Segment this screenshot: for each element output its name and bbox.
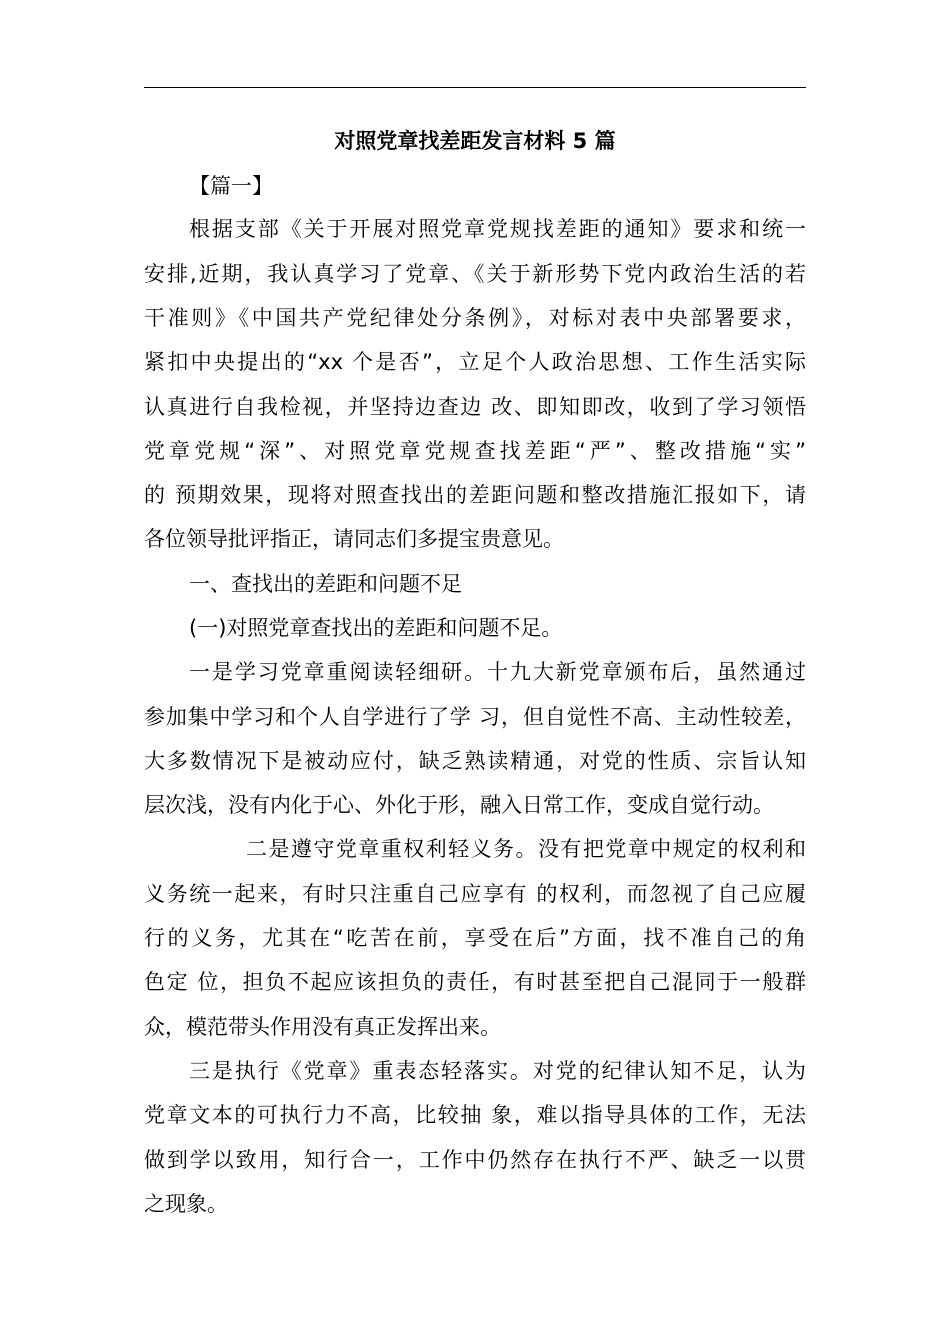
paragraph-line: 党章党规“深”、对照党章党规查找差距“严”、整改措施“实” bbox=[144, 439, 806, 463]
paragraph-line: 二是遵守党章重权利轻义务。没有把党章中规定的权利和 bbox=[246, 837, 806, 861]
paragraph-line: 干准则》《中国共产党纪律处分条例》，对标对表中央部署要求， bbox=[144, 306, 806, 330]
paragraph-line: 紧扣中央提出的“xx 个是否”，立足个人政治思想、工作生活实际 bbox=[144, 350, 806, 374]
paragraph-line: 义务统一起来，有时只注重自己应享有 的权利，而忽视了自己应履 bbox=[144, 882, 806, 906]
document-title: 对照党章找差距发言材料 5 篇 bbox=[334, 129, 616, 153]
section-heading: 一、查找出的差距和问题不足 bbox=[189, 572, 462, 596]
paragraph-line: 做到学以致用，知行合一，工作中仍然存在执行不严、缺乏一以贯 bbox=[144, 1148, 806, 1172]
paragraph-line: 认真进行自我检视，并坚持边查边 改、即知即改，收到了学习领悟 bbox=[144, 395, 806, 419]
paragraph-line: 安排,近期，我认真学习了党章、《关于新形势下党内政治生活的若 bbox=[144, 262, 806, 286]
paragraph-line: 层次浅，没有内化于心、外化于形，融入日常工作，变成自觉行动。 bbox=[144, 793, 774, 817]
paragraph-line: 根据支部《关于开展对照党章党规找差距的通知》要求和统一 bbox=[189, 217, 806, 241]
paragraph-line: 的 预期效果，现将对照查找出的差距问题和整改措施汇报如下，请 bbox=[144, 483, 806, 507]
paragraph-line: 色定 位，担负不起应该担负的责任，有时甚至把自己混同于一般群 bbox=[144, 970, 806, 994]
paragraph-line: 行的义务，尤其在“吃苦在前，享受在后”方面，找不准自己的角 bbox=[144, 926, 806, 950]
header-rule bbox=[144, 87, 806, 88]
paragraph-line: 之现象。 bbox=[144, 1192, 228, 1216]
paragraph-line: 众，模范带头作用没有真正发挥出来。 bbox=[144, 1015, 501, 1039]
paragraph-line: 参加集中学习和个人自学进行了学 习，但自觉性不高、主动性较差， bbox=[144, 705, 806, 729]
paragraph-line: 党章文本的可执行力不高，比较抽 象，难以指导具体的工作，无法 bbox=[144, 1103, 806, 1127]
paragraph-line: 各位领导批评指正，请同志们多提宝贵意见。 bbox=[144, 527, 564, 551]
section-label: 【篇一】 bbox=[189, 174, 273, 198]
paragraph-line: 大多数情况下是被动应付，缺乏熟读精通，对党的性质、宗旨认知 bbox=[144, 749, 806, 773]
paragraph-line: 一是学习党章重阅读轻细研。十九大新党章颁布后，虽然通过 bbox=[189, 660, 806, 684]
subsection-heading: (一)对照党章查找出的差距和问题不足。 bbox=[189, 616, 563, 640]
paragraph-line: 三是执行《党章》重表态轻落实。对党的纪律认知不足，认为 bbox=[189, 1059, 806, 1083]
